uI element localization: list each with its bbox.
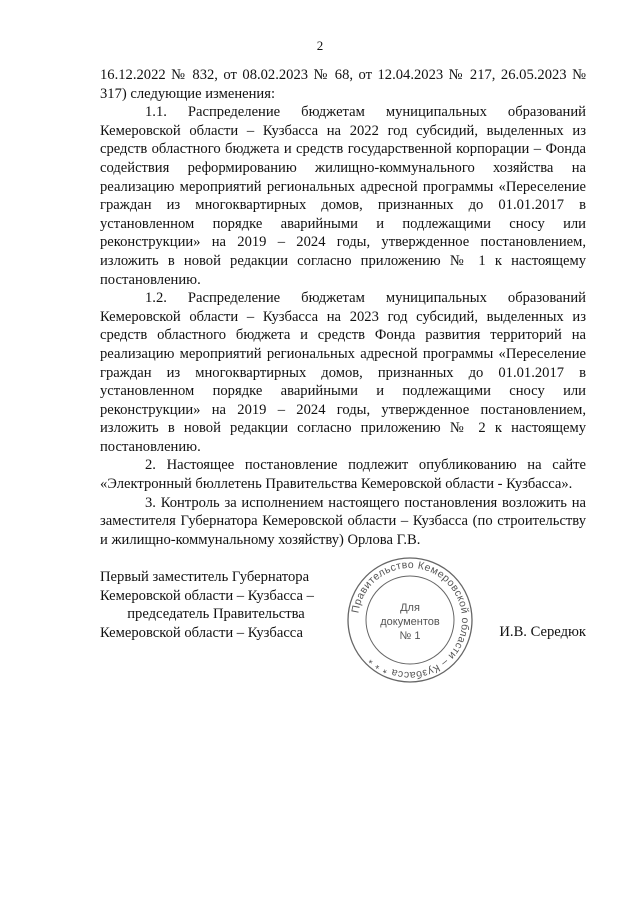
paragraph-item-1-2: 1.2. Распределение бюджетам муниципальных образований Кемеровской области – Кузбасса на 2023 год субсидий, выделенных из средств областного бюджета и средств Фонда развития территорий на реализацию мероприятий региональных адресной программы «Переселение граждан из многоквартирных домов, признанных до 01.01.2017 в установленном порядке аварийными и подлежащими сносу или реконструкции» на 2019 – 2024 годы, утвержденное постановлением, изложить в новой редакции согласно приложению № 2 к настоящему постановлению. (100, 290, 586, 455)
signatory-title-line: председатель Правительства (127, 606, 305, 623)
stamp-graphic (345, 555, 475, 685)
paragraph-continuation: 16.12.2022 № 832, от 08.02.2023 № 68, от 12.04.2023 № 217, 26.05.2023 № 317) следующие изменения: (100, 67, 586, 102)
page-number: 2 (316, 38, 324, 53)
stamp-center-line: документов (380, 616, 440, 628)
paragraph-item-2: 2. Настоящее постановление подлежит опубликованию на сайте «Электронный бюллетень Правительства Кемеровской области - Кузбасса». (100, 457, 586, 493)
signatory-title-line: Кемеровской области – Кузбасса – (100, 587, 314, 604)
signatory-name: И.В. Середюк (499, 624, 586, 640)
paragraph-item-1-1: 1.1. Распределение бюджетам муниципальных образований Кемеровской области – Кузбасса на 2022 год субсидий, выделенных из средств областного бюджета и средств государственной корпорации – Фонда содействия реформированию жилищно-коммунального хозяйства на реализацию мероприятий региональных адресной программы «Переселение граждан из многоквартирных домов, признанных до 01.01.2017 в установленном порядке аварийными и подлежащими сносу или реконструкции» на 2019 – 2024 годы, утвержденное постановлением, изложить в новой редакции согласно приложению № 1 к настоящему постановлению. (100, 104, 586, 288)
stamp-ring-text: Правительство Кемеровской области – Кузбасса * * * (349, 558, 472, 682)
official-stamp (345, 555, 475, 685)
stamp-center-line: Для (400, 602, 420, 614)
stamp-center-line: № 1 (399, 630, 421, 642)
signatory-title (100, 568, 332, 642)
paragraph-item-3: 3. Контроль за исполнением настоящего постановления возложить на заместителя Губернатора Кемеровской области – Кузбасса (по строительству и жилищно-коммунальному хозяйству) Орлова Г.В. (100, 494, 586, 548)
signature-block (100, 568, 586, 688)
signatory-title-line: Первый заместитель Губернатора (100, 569, 310, 585)
signatory-title-line: Кемеровской области – Кузбасса (100, 624, 303, 641)
document-body (100, 66, 586, 549)
